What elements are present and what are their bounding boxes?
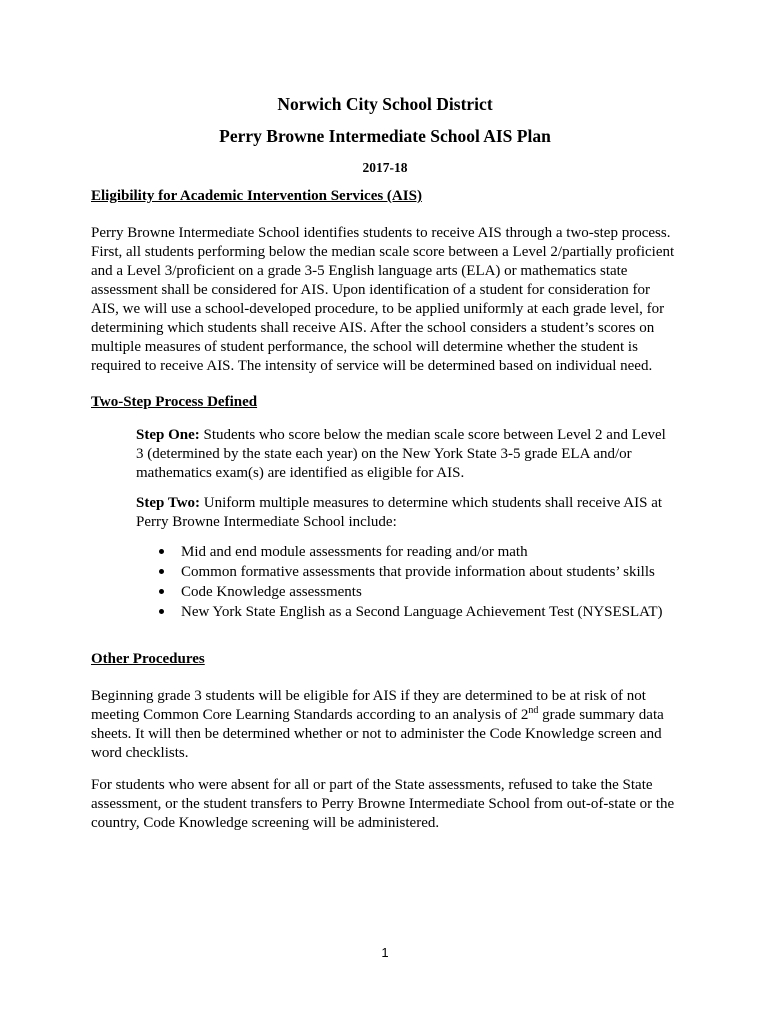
step-two-label: Step Two: bbox=[136, 495, 201, 511]
bullet-icon bbox=[159, 589, 164, 594]
bullet-icon bbox=[159, 609, 164, 614]
step-one bbox=[136, 426, 696, 483]
p1-text-end: grade summary data sheets. It will then be determined whether or not to administer the Code Knowledge screen and word checklists. bbox=[91, 707, 664, 761]
step-two bbox=[136, 494, 696, 532]
eligibility-paragraph: Perry Browne Intermediate School identifies students to receive AIS through a two-step process. First, all students performing below the median scale score between a Level 2/partially proficient and a Level 3/proficient on a grade 3-5 English language arts (ELA) or mathematics state assessment shall be considered for AIS. Upon identification of a student for consideration for AIS, we will use a school-developed procedure, to be applied uniformly at each grade level, for determining which students shall receive AIS. After the school considers a student’s scores on multiple measures of student performance, the school will determine whether the student is required to receive AIS. The intensity of service will be determined based on individual need. bbox=[91, 225, 675, 374]
step-one-text: Students who score below the median scale score between Level 2 and Level 3 (determined by the state each year) on the New York State 3-5 grade ELA and/or mathematics exam(s) are identified as eligible for AIS. bbox=[136, 427, 666, 481]
school-year: 2017-18 bbox=[362, 160, 408, 175]
two-step-heading: Two-Step Process Defined bbox=[91, 394, 258, 410]
list-item bbox=[159, 562, 719, 582]
list-item bbox=[159, 582, 719, 602]
page-number: 1 bbox=[381, 945, 389, 960]
bullet-icon bbox=[159, 549, 164, 554]
p1-text-start: Beginning grade 3 students will be eligible for AIS if they are determined to be at risk of not meeting Common Core Learning Standards according to an analysis of 2 bbox=[91, 688, 646, 723]
other-paragraph-1 bbox=[91, 687, 691, 763]
plan-title: Perry Browne Intermediate School AIS Plan bbox=[219, 126, 551, 146]
measures-list bbox=[159, 542, 719, 622]
other-paragraph-2: For students who were absent for all or part of the State assessments, refused to take the State assessment, or the student transfers to Perry Browne Intermediate School from out-of-state or the country, Code Knowledge screening will be administered. bbox=[91, 777, 675, 831]
ordinal-superscript: nd bbox=[528, 705, 539, 716]
measure-text: New York State English as a Second Language Achievement Test (NYSESLAT) bbox=[181, 604, 663, 620]
list-item bbox=[159, 542, 719, 562]
other-procedures-heading: Other Procedures bbox=[91, 651, 205, 667]
measure-text: Code Knowledge assessments bbox=[181, 584, 362, 600]
district-title: Norwich City School District bbox=[277, 94, 493, 114]
list-item bbox=[159, 602, 719, 622]
bullet-icon bbox=[159, 569, 164, 574]
eligibility-heading: Eligibility for Academic Intervention Services (AIS) bbox=[91, 188, 422, 204]
step-one-label: Step One: bbox=[136, 427, 200, 443]
measure-text: Mid and end module assessments for reading and/or math bbox=[181, 544, 528, 560]
measure-text: Common formative assessments that provide information about students’ skills bbox=[181, 564, 655, 580]
step-two-text: Uniform multiple measures to determine which students shall receive AIS at Perry Browne Intermediate School include: bbox=[136, 495, 663, 530]
